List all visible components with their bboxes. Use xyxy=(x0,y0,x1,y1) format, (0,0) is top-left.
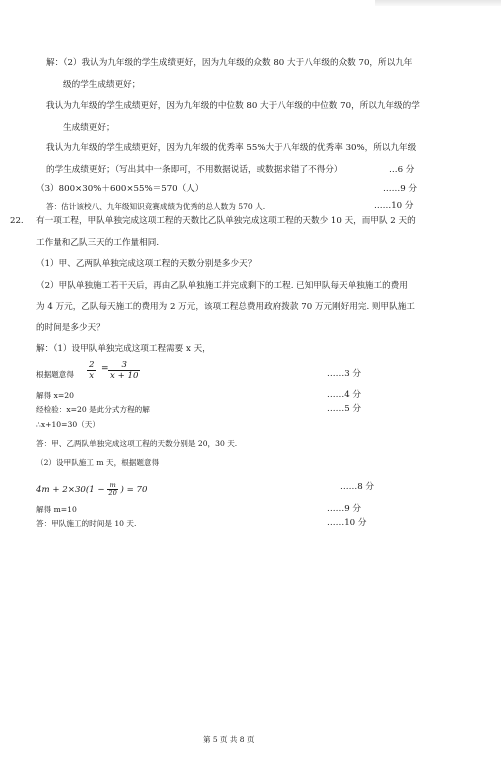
fraction-denominator: 20 xyxy=(108,489,117,497)
solution-line: 生成绩更好； xyxy=(63,123,115,133)
scan-edge-shadow xyxy=(375,0,501,6)
score-marker: ……5 分 xyxy=(327,404,361,414)
solution-line: 级的学生成绩更好； xyxy=(63,80,141,90)
solution-step: ∴x+10=30（天） xyxy=(36,420,100,429)
question-1: （1）甲、乙两队单独完成这项工程的天数分别是多少天？ xyxy=(36,259,257,269)
problem-stem: 有一项工程，甲队单独完成这项工程的天数比乙队单独完成这项工程的天数少 10 天，而甲队 2 天的 xyxy=(36,216,416,226)
solution-line: 我认为九年级的学生成绩更好，因为九年级的优秀率 55%大于八年级的优秀率 30%，所以九年级 xyxy=(46,143,417,153)
problem-stem: 工作量和乙队三天的工作量相同. xyxy=(36,238,160,248)
solution-line: 我认为九年级的学生成绩更好，因为九年级的中位数 80 大于八年级的中位数 70，所以九年级的学 xyxy=(46,101,420,111)
solution-intro: 解：（1）设甲队单独完成这项工程需要 x 天， xyxy=(36,344,211,354)
equals-sign: = xyxy=(101,364,109,374)
page-number: 第 5 页 共 8 页 xyxy=(203,735,255,744)
equation-part: ) = 70 xyxy=(120,485,148,495)
solution-line: 的学生成绩更好；（写出其中一条即可，不用数据说话，或数据求错了不得分） xyxy=(46,165,343,175)
fraction-left xyxy=(87,360,96,381)
problem-number: 22. xyxy=(10,216,24,226)
answer-line: 答：估计该校八、九年级知识竞赛成绩为优秀的总人数为 570 人. xyxy=(46,202,266,211)
solution-step: 解得 m=10 xyxy=(36,505,77,514)
equation-label: 根据题意得 xyxy=(36,370,74,379)
score-marker: …6 分 xyxy=(389,165,415,175)
score-marker: ……10 分 xyxy=(327,518,367,528)
score-marker: ……9 分 xyxy=(383,184,417,194)
solution-step: 经检验：x=20 是此分式方程的解 xyxy=(36,405,150,414)
fraction-denominator: x xyxy=(89,371,95,381)
question-2: 为 4 万元，乙队每天施工的费用为 2 万元，该项工程总费用政府拨款 70 万元刚好用完. 则甲队施工 xyxy=(36,302,415,312)
fraction-right xyxy=(108,360,140,381)
solution-line: 解：（2）我认为九年级的学生成绩更好，因为九年级的众数 80 大于八年级的众数 70，所以九年 xyxy=(46,58,413,68)
score-marker: ……3 分 xyxy=(327,369,361,379)
answer-line: 答：甲队施工的时间是 10 天. xyxy=(36,519,137,528)
fraction-numerator: m xyxy=(109,481,116,489)
score-marker: ……9 分 xyxy=(327,504,361,514)
score-marker: ……4 分 xyxy=(327,390,361,400)
equation-part: 4m + 2×30(1 − xyxy=(36,485,105,495)
fraction-numerator: 2 xyxy=(89,360,95,370)
question-2: 的时间是多少天？ xyxy=(36,323,105,333)
solution-step: 解得 x=20 xyxy=(36,391,74,400)
score-marker: ……8 分 xyxy=(340,482,374,492)
answer-line: 答：甲、乙两队单独完成这项工程的天数分别是 20，30 天. xyxy=(36,439,238,448)
inline-fraction xyxy=(107,482,117,497)
fraction-denominator: x + 10 xyxy=(110,371,139,381)
question-2: （2）甲队单独施工若干天后，再由乙队单独施工并完成剩下的工程. 已知甲队每天单独施工的费用 xyxy=(36,281,408,291)
solution-intro: （2）设甲队施工 m 天，根据题意得 xyxy=(36,458,160,467)
score-marker: ……10 分 xyxy=(374,201,414,211)
fraction-numerator: 3 xyxy=(121,360,127,370)
solution-line: （3）800×30%＋600×55%＝570（人） xyxy=(36,184,204,194)
equation-2 xyxy=(36,482,147,497)
